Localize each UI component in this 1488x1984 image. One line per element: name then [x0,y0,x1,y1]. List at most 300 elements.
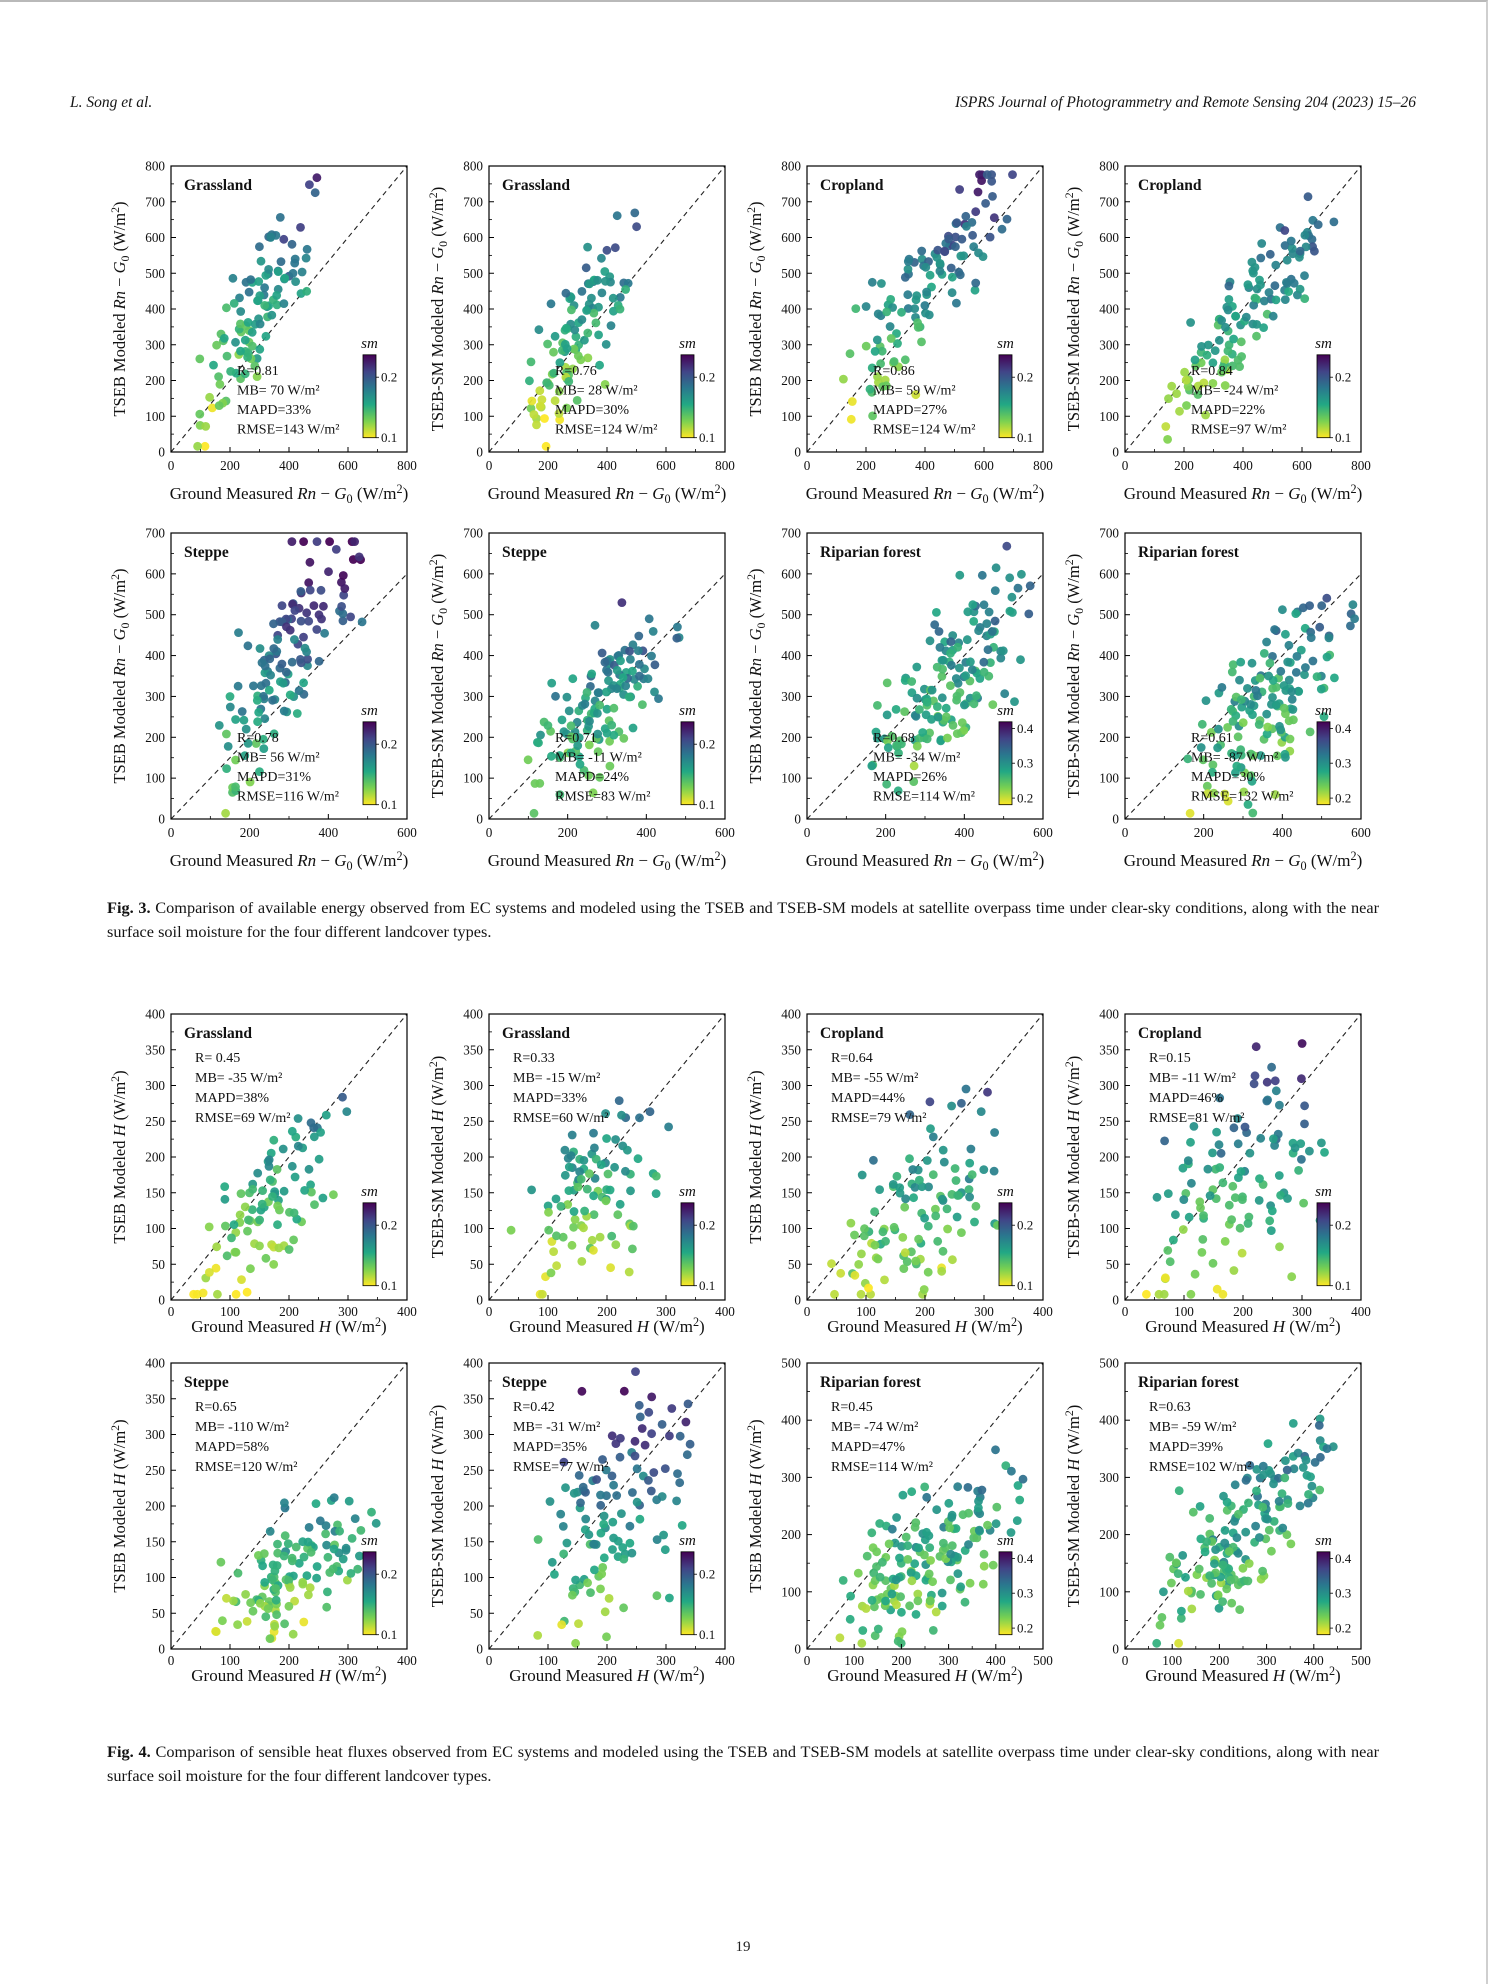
page-number: 19 [735,1939,751,1955]
svg-text:400: 400 [463,648,483,664]
svg-text:100: 100 [856,1304,876,1320]
svg-text:0.1: 0.1 [1335,430,1352,446]
panel-fig3-grassland-tseb-sm [425,150,743,515]
svg-text:R=0.65: R=0.65 [195,1400,237,1416]
svg-text:50: 50 [469,1605,483,1621]
svg-text:100: 100 [781,770,801,786]
panel-fig3-steppe-tseb-sm [425,517,743,882]
panel-fig4-grassland-tseb [107,998,425,1341]
scatter-plot [107,517,425,877]
svg-text:sm: sm [679,335,696,352]
panel-fig4-cropland-tseb-sm [1061,998,1379,1341]
svg-text:400: 400 [1233,458,1253,473]
svg-text:R= 0.45: R= 0.45 [195,1051,241,1067]
svg-text:200: 200 [463,373,483,388]
svg-text:500: 500 [145,265,165,281]
svg-text:0: 0 [1112,444,1119,460]
svg-text:100: 100 [844,1653,865,1669]
svg-text:150: 150 [463,1185,483,1201]
svg-text:0: 0 [1112,1641,1119,1657]
figure-4-caption-text: Comparison of sensible heat fluxes observed from EC systems and modeled using the TSEB and TSEB-SM models at satellite overpass time under clear-sky conditions, along with near surface soil moisture for the four different landcover types. [107,1742,1380,1786]
svg-text:Ground Measured H (W/m2): Ground Measured H $(W/m^2)$ [191,1315,387,1337]
svg-text:150: 150 [1099,1185,1119,1201]
svg-text:Cropland: Cropland [820,1025,884,1043]
svg-text:sm: sm [997,1533,1014,1550]
svg-text:200: 200 [781,729,801,745]
svg-text:200: 200 [145,1149,165,1165]
scatter-plot [743,150,1061,510]
svg-text:R=0.86: R=0.86 [873,363,915,379]
svg-text:700: 700 [145,194,165,210]
svg-text:150: 150 [781,1185,801,1201]
svg-text:50: 50 [151,1605,165,1621]
svg-text:600: 600 [1099,230,1119,245]
svg-text:600: 600 [715,825,735,840]
svg-text:MB= -31 W/m²: MB= -31 W/m² [513,1420,601,1436]
svg-text:100: 100 [463,770,483,786]
svg-text:0: 0 [1121,1653,1129,1669]
svg-text:200: 200 [239,825,260,840]
svg-text:0: 0 [158,444,165,460]
svg-text:700: 700 [781,525,801,541]
svg-text:0.2: 0.2 [1017,790,1034,806]
svg-text:200: 200 [1233,1304,1253,1320]
svg-text:400: 400 [1033,1304,1053,1320]
svg-text:300: 300 [145,688,165,704]
svg-text:RMSE=60 W/m²: RMSE=60 W/m² [513,1111,609,1127]
svg-text:0.2: 0.2 [1017,1620,1034,1636]
svg-text:MAPD=33%: MAPD=33% [513,1091,588,1107]
svg-text:sm: sm [997,335,1014,352]
svg-text:600: 600 [1099,566,1119,582]
svg-text:800: 800 [781,158,801,174]
svg-text:300: 300 [145,337,165,353]
svg-text:TSEB-SM Modeled H (W/m2): TSEB-SM Modeled H $(W/m^2)$ [1062,1404,1083,1608]
figure-3-caption-text: Comparison of available energy observed from EC systems and modeled using the TSEB and TSEB-SM models at satellite overpass time under clear-sky conditions, along with the near surface soil moisture for the four different landcover types. [107,898,1379,942]
panel-fig4-grassland-tseb-sm [425,998,743,1341]
svg-text:Ground Measured Rn − G0 (W/m2): Ground Measured $Rn - G_0$ $(W/m^2)$ [487,849,727,873]
svg-text:RMSE=114 W/m²: RMSE=114 W/m² [873,789,975,805]
svg-text:0.4: 0.4 [1017,1551,1034,1567]
svg-text:0: 0 [476,1641,483,1657]
svg-text:0.2: 0.2 [1017,1217,1034,1233]
svg-text:500: 500 [1033,1653,1053,1669]
svg-text:0: 0 [485,1653,493,1669]
svg-text:Cropland: Cropland [1138,1025,1202,1043]
svg-text:400: 400 [915,458,935,473]
svg-text:TSEB-SM Modeled Rn − G0 (W/m2): TSEB-SM Modeled $Rn - G_0$ $(W/m^2)$ [426,553,450,799]
svg-text:MB= -59 W/m²: MB= -59 W/m² [1149,1420,1237,1436]
svg-text:0.2: 0.2 [699,736,716,752]
figure-3 [107,150,1379,944]
svg-text:0.1: 0.1 [381,1278,398,1294]
panel-fig3-grassland-tseb [107,150,425,515]
svg-text:0.2: 0.2 [699,1566,716,1582]
svg-text:100: 100 [538,1304,558,1320]
svg-text:250: 250 [145,1462,165,1478]
svg-text:TSEB Modeled H (W/m2): TSEB Modeled H $(W/m^2)$ [108,1070,129,1244]
svg-text:Steppe: Steppe [184,1374,229,1392]
svg-text:200: 200 [1099,373,1119,388]
svg-text:MB= 28 W/m²: MB= 28 W/m² [555,383,638,399]
svg-text:400: 400 [954,825,975,840]
svg-text:300: 300 [463,688,483,704]
svg-text:Ground Measured H (W/m2): Ground Measured H $(W/m^2)$ [191,1664,387,1686]
svg-text:300: 300 [1256,1653,1277,1669]
svg-text:Ground Measured H (W/m2): Ground Measured H $(W/m^2)$ [1145,1315,1341,1337]
svg-text:300: 300 [781,688,801,704]
svg-text:800: 800 [463,158,483,174]
svg-text:TSEB-SM Modeled Rn − G0 (W/m2): TSEB-SM Modeled $Rn - G_0$ $(W/m^2)$ [1062,553,1086,799]
svg-text:300: 300 [1099,337,1119,353]
svg-text:R=0.68: R=0.68 [873,730,915,746]
svg-text:800: 800 [715,458,735,473]
svg-text:250: 250 [781,1113,801,1129]
svg-text:0.1: 0.1 [1017,430,1034,446]
svg-text:0.2: 0.2 [381,1566,398,1582]
svg-text:0.2: 0.2 [1335,790,1352,806]
svg-text:800: 800 [1099,158,1119,174]
svg-text:sm: sm [1315,702,1332,719]
svg-text:300: 300 [145,1427,165,1443]
svg-text:400: 400 [279,458,299,473]
svg-text:300: 300 [938,1653,959,1669]
svg-text:0: 0 [1121,458,1129,473]
svg-text:200: 200 [463,729,483,745]
svg-text:0: 0 [167,1304,175,1320]
svg-text:Ground Measured H (W/m2): Ground Measured H $(W/m^2)$ [827,1664,1023,1686]
svg-text:TSEB-SM Modeled H (W/m2): TSEB-SM Modeled H $(W/m^2)$ [426,1055,447,1259]
header-authors: L. Song et al. [70,94,153,111]
svg-text:0.1: 0.1 [381,797,398,813]
scatter-plot [425,150,743,510]
svg-text:MAPD=31%: MAPD=31% [237,769,312,785]
svg-text:400: 400 [145,1355,165,1371]
svg-text:200: 200 [1209,1653,1230,1669]
svg-text:500: 500 [463,265,483,281]
svg-text:TSEB Modeled H (W/m2): TSEB Modeled H $(W/m^2)$ [744,1419,765,1593]
svg-text:200: 200 [1099,729,1119,745]
figure-4-caption-label: Fig. 4. [107,1742,151,1762]
svg-text:0: 0 [476,444,483,460]
svg-text:0.1: 0.1 [381,1627,398,1643]
svg-text:200: 200 [597,1653,617,1669]
svg-text:0: 0 [158,811,165,827]
svg-text:100: 100 [781,1584,801,1600]
svg-text:300: 300 [656,1653,676,1669]
svg-text:R=0.84: R=0.84 [1191,363,1233,379]
svg-text:0: 0 [803,1304,811,1320]
svg-text:0.1: 0.1 [1335,1278,1352,1294]
svg-text:200: 200 [557,825,578,840]
svg-text:MAPD=58%: MAPD=58% [195,1440,270,1456]
svg-text:MB= -34 W/m²: MB= -34 W/m² [873,750,961,766]
svg-text:200: 200 [781,373,801,388]
svg-text:800: 800 [145,158,165,174]
scatter-plot [743,998,1061,1336]
svg-text:200: 200 [220,458,240,473]
svg-text:0.4: 0.4 [1335,720,1352,736]
svg-text:100: 100 [145,770,165,786]
svg-text:TSEB-SM Modeled Rn − G0 (W/m2): TSEB-SM Modeled $Rn - G_0$ $(W/m^2)$ [426,186,450,432]
svg-text:Grassland: Grassland [184,177,253,194]
svg-text:800: 800 [397,458,417,473]
svg-text:R=0.63: R=0.63 [1149,1400,1191,1416]
svg-text:700: 700 [781,194,801,210]
svg-text:0.2: 0.2 [381,369,398,385]
svg-text:200: 200 [145,1498,165,1514]
svg-text:200: 200 [781,1149,801,1165]
svg-text:0.4: 0.4 [1017,720,1034,736]
svg-text:MAPD=27%: MAPD=27% [873,402,948,418]
svg-text:100: 100 [1099,1584,1119,1600]
svg-text:200: 200 [279,1304,299,1320]
svg-text:TSEB Modeled Rn − G0 (W/m2): TSEB Modeled $Rn - G_0$ $(W/m^2)$ [744,568,768,784]
svg-text:RMSE=79 W/m²: RMSE=79 W/m² [831,1111,927,1127]
scatter-plot [107,998,425,1336]
svg-text:0.1: 0.1 [699,797,716,813]
svg-text:R=0.33: R=0.33 [513,1051,555,1067]
svg-text:300: 300 [463,1078,483,1094]
svg-text:0.1: 0.1 [699,1278,716,1294]
svg-text:300: 300 [463,337,483,353]
svg-text:700: 700 [1099,194,1119,210]
svg-text:sm: sm [361,335,378,352]
svg-text:MAPD=38%: MAPD=38% [195,1091,270,1107]
panel-fig4-riparian-forest-tseb-sm [1061,1347,1379,1690]
svg-text:100: 100 [1162,1653,1183,1669]
svg-text:50: 50 [151,1256,165,1272]
svg-text:300: 300 [781,1078,801,1094]
panel-fig3-riparian-forest-tseb [743,517,1061,882]
svg-text:500: 500 [1099,607,1119,623]
svg-text:300: 300 [338,1653,358,1669]
svg-text:400: 400 [1099,648,1119,664]
svg-text:200: 200 [856,458,876,473]
svg-text:Ground Measured Rn − G0 (W/m2): Ground Measured $Rn - G_0$ $(W/m^2)$ [169,849,409,873]
svg-text:sm: sm [361,1533,378,1550]
svg-text:500: 500 [781,607,801,623]
svg-text:200: 200 [1193,825,1214,840]
svg-text:0: 0 [476,811,483,827]
svg-text:600: 600 [463,230,483,245]
svg-text:50: 50 [787,1256,801,1272]
scatter-plot [1061,150,1379,510]
svg-text:RMSE=83 W/m²: RMSE=83 W/m² [555,789,651,805]
scatter-plot [425,1347,743,1685]
svg-text:0: 0 [1121,825,1129,840]
svg-text:RMSE=132 W/m²: RMSE=132 W/m² [1191,789,1294,805]
svg-text:350: 350 [1099,1042,1119,1058]
svg-text:50: 50 [469,1256,483,1272]
svg-text:500: 500 [781,265,801,281]
svg-text:0: 0 [167,825,175,840]
svg-text:200: 200 [1099,1149,1119,1165]
svg-text:sm: sm [1315,1533,1332,1550]
svg-text:200: 200 [875,825,896,840]
svg-text:0: 0 [803,825,811,840]
svg-text:600: 600 [974,458,994,473]
svg-text:sm: sm [679,702,696,719]
svg-text:0.1: 0.1 [699,430,716,446]
svg-text:sm: sm [1315,1184,1332,1201]
svg-text:Ground Measured Rn − G0 (W/m2): Ground Measured $Rn - G_0$ $(W/m^2)$ [1123,849,1363,873]
svg-text:0: 0 [803,1653,811,1669]
scatter-plot [1061,1347,1379,1685]
svg-text:TSEB-SM Modeled H (W/m2): TSEB-SM Modeled H $(W/m^2)$ [1062,1055,1083,1259]
svg-text:R=0.78: R=0.78 [237,730,279,746]
svg-text:350: 350 [463,1042,483,1058]
svg-text:100: 100 [463,1570,483,1586]
svg-text:500: 500 [1099,1355,1119,1371]
svg-text:400: 400 [636,825,657,840]
panel-fig4-riparian-forest-tseb [743,1347,1061,1690]
svg-text:R=0.61: R=0.61 [1191,730,1233,746]
svg-text:400: 400 [1272,825,1293,840]
svg-text:0: 0 [794,811,801,827]
svg-text:400: 400 [1099,1412,1119,1428]
svg-text:100: 100 [1099,408,1119,424]
svg-text:0: 0 [167,1653,175,1669]
svg-text:Grassland: Grassland [502,177,571,194]
svg-text:0.3: 0.3 [1335,755,1352,771]
svg-text:400: 400 [781,1006,801,1022]
svg-text:300: 300 [1099,1078,1119,1094]
svg-text:400: 400 [145,1006,165,1022]
svg-text:Ground Measured Rn − G0 (W/m2): Ground Measured $Rn - G_0$ $(W/m^2)$ [805,482,1045,506]
svg-text:600: 600 [1033,825,1053,840]
svg-text:RMSE=102 W/m²: RMSE=102 W/m² [1149,1460,1252,1476]
svg-text:RMSE=97 W/m²: RMSE=97 W/m² [1191,422,1287,438]
svg-text:400: 400 [597,458,617,473]
svg-text:0: 0 [167,458,175,473]
svg-text:100: 100 [145,1570,165,1586]
svg-text:R=0.45: R=0.45 [831,1400,873,1416]
svg-text:Cropland: Cropland [820,177,884,194]
svg-text:800: 800 [1033,458,1053,473]
svg-text:400: 400 [985,1653,1006,1669]
svg-text:300: 300 [338,1304,358,1320]
svg-text:Riparian forest: Riparian forest [1138,544,1239,561]
svg-text:200: 200 [1174,458,1194,473]
svg-text:Grassland: Grassland [502,1025,571,1043]
scatter-plot [425,998,743,1336]
svg-text:100: 100 [220,1653,240,1669]
svg-text:Steppe: Steppe [502,544,547,561]
svg-text:RMSE=69 W/m²: RMSE=69 W/m² [195,1111,291,1127]
svg-text:MAPD=26%: MAPD=26% [873,769,948,785]
svg-text:0.3: 0.3 [1335,1585,1352,1601]
scatter-plot [107,1347,425,1685]
svg-text:MB= 70 W/m²: MB= 70 W/m² [237,383,320,399]
svg-text:MB= 59 W/m²: MB= 59 W/m² [873,383,956,399]
svg-text:RMSE=124 W/m²: RMSE=124 W/m² [873,422,976,438]
svg-text:0.2: 0.2 [699,1217,716,1233]
svg-text:200: 200 [463,1498,483,1514]
svg-text:300: 300 [145,1078,165,1094]
svg-text:Riparian forest: Riparian forest [1138,1374,1239,1392]
svg-text:100: 100 [781,1221,801,1237]
svg-text:350: 350 [781,1042,801,1058]
svg-text:Steppe: Steppe [184,544,229,561]
svg-text:400: 400 [1303,1653,1324,1669]
svg-text:sm: sm [997,1184,1014,1201]
svg-text:TSEB Modeled H (W/m2): TSEB Modeled H $(W/m^2)$ [744,1070,765,1244]
svg-text:250: 250 [1099,1113,1119,1129]
svg-text:Ground Measured Rn − G0 (W/m2): Ground Measured $Rn - G_0$ $(W/m^2)$ [1123,482,1363,506]
svg-text:RMSE=143 W/m²: RMSE=143 W/m² [237,422,340,438]
panel-fig3-riparian-forest-tseb-sm [1061,517,1379,882]
svg-text:Ground Measured H (W/m2): Ground Measured H $(W/m^2)$ [509,1664,705,1686]
svg-text:500: 500 [1099,265,1119,281]
svg-text:0: 0 [485,1304,493,1320]
svg-text:400: 400 [715,1304,735,1320]
svg-text:MAPD=39%: MAPD=39% [1149,1440,1224,1456]
svg-text:600: 600 [145,566,165,582]
svg-text:MAPD=35%: MAPD=35% [513,1440,588,1456]
svg-text:300: 300 [781,1470,801,1486]
svg-text:MB= -35 W/m²: MB= -35 W/m² [195,1071,283,1087]
svg-text:150: 150 [145,1534,165,1550]
svg-text:TSEB Modeled Rn − G0 (W/m2): TSEB Modeled $Rn - G_0$ $(W/m^2)$ [744,201,768,417]
svg-text:0.2: 0.2 [1017,369,1034,385]
svg-text:R=0.64: R=0.64 [831,1051,873,1067]
figure-4-panel-grid [107,998,1379,1690]
svg-text:700: 700 [1099,525,1119,541]
svg-text:R=0.15: R=0.15 [1149,1051,1191,1067]
svg-text:MB= -11 W/m²: MB= -11 W/m² [1149,1071,1236,1087]
svg-text:400: 400 [318,825,339,840]
svg-text:300: 300 [1099,688,1119,704]
svg-text:100: 100 [1099,1221,1119,1237]
svg-text:MAPD=30%: MAPD=30% [1191,769,1266,785]
svg-text:400: 400 [397,1653,417,1669]
svg-text:RMSE=114 W/m²: RMSE=114 W/m² [831,1460,933,1476]
page-header [0,2,1486,112]
svg-text:100: 100 [145,408,165,424]
svg-text:TSEB Modeled Rn − G0 (W/m2): TSEB Modeled $Rn - G_0$ $(W/m^2)$ [108,568,132,784]
svg-text:0: 0 [485,458,493,473]
svg-text:Ground Measured H (W/m2): Ground Measured H $(W/m^2)$ [827,1315,1023,1337]
svg-text:200: 200 [1099,1527,1119,1543]
svg-text:500: 500 [781,1355,801,1371]
svg-text:0.2: 0.2 [1335,1620,1352,1636]
svg-text:0: 0 [1121,1304,1129,1320]
svg-text:0.2: 0.2 [1335,369,1352,385]
svg-text:100: 100 [1174,1304,1194,1320]
figure-4 [107,998,1379,1788]
svg-text:250: 250 [145,1113,165,1129]
svg-text:sm: sm [679,1184,696,1201]
svg-text:0.2: 0.2 [1335,1217,1352,1233]
svg-text:RMSE=81 W/m²: RMSE=81 W/m² [1149,1111,1245,1127]
svg-text:0.3: 0.3 [1017,1585,1034,1601]
svg-text:50: 50 [1105,1256,1119,1272]
svg-text:700: 700 [463,194,483,210]
panel-fig4-steppe-tseb-sm [425,1347,743,1690]
svg-text:350: 350 [145,1391,165,1407]
svg-text:100: 100 [463,1221,483,1237]
scatter-plot [425,517,743,877]
svg-text:100: 100 [1099,770,1119,786]
svg-text:MAPD=22%: MAPD=22% [1191,402,1266,418]
svg-text:500: 500 [463,607,483,623]
svg-text:100: 100 [220,1304,240,1320]
svg-text:600: 600 [781,566,801,582]
panel-fig4-cropland-tseb [743,998,1061,1341]
panel-fig3-cropland-tseb-sm [1061,150,1379,515]
figure-3-panel-grid [107,150,1379,882]
